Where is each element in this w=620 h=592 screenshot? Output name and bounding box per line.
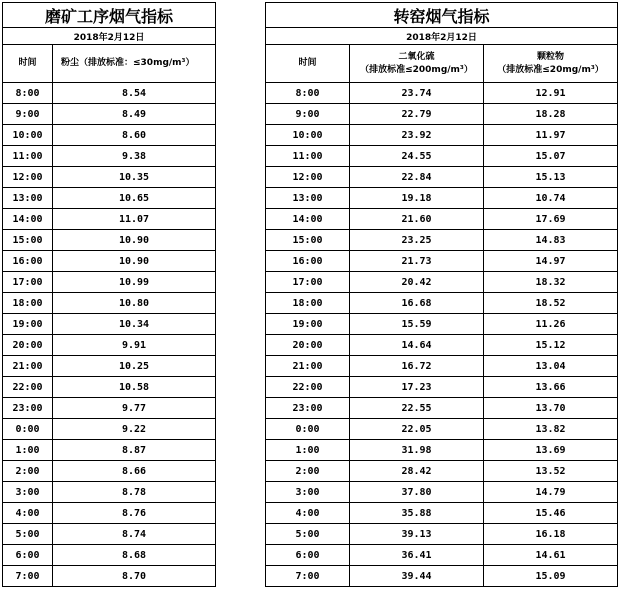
grinding-time-cell: 12:00 (3, 167, 53, 188)
kiln-pm-cell: 13.66 (484, 377, 618, 398)
kiln-pm-cell: 15.13 (484, 167, 618, 188)
kiln-so2-header (350, 45, 484, 83)
kiln-so2-label: 二氧化硫 (398, 51, 435, 62)
kiln-pm-cell: 11.26 (484, 314, 618, 335)
kiln-so2-cell: 35.88 (350, 503, 484, 524)
table-row (3, 167, 216, 188)
table-row (266, 335, 618, 356)
kiln-so2-cell: 21.60 (350, 209, 484, 230)
kiln-pm-cell: 14.61 (484, 545, 618, 566)
kiln-time-cell: 6:00 (266, 545, 350, 566)
grinding-dust-cell: 8.66 (53, 461, 216, 482)
kiln-pm-cell: 13.69 (484, 440, 618, 461)
kiln-so2-cell: 24.55 (350, 146, 484, 167)
grinding-time-cell: 0:00 (3, 419, 53, 440)
table-row (3, 251, 216, 272)
table-row (3, 104, 216, 125)
grinding-time-cell: 19:00 (3, 314, 53, 335)
kiln-time-cell: 18:00 (266, 293, 350, 314)
grinding-time-cell: 17:00 (3, 272, 53, 293)
grinding-dust-cell: 10.65 (53, 188, 216, 209)
kiln-pm-cell: 11.97 (484, 125, 618, 146)
kiln-time-cell: 22:00 (266, 377, 350, 398)
kiln-time-cell: 1:00 (266, 440, 350, 461)
kiln-time-cell: 23:00 (266, 398, 350, 419)
kiln-pm-cell: 13.04 (484, 356, 618, 377)
kiln-time-cell: 8:00 (266, 83, 350, 104)
kiln-time-cell: 3:00 (266, 482, 350, 503)
grinding-time-cell: 5:00 (3, 524, 53, 545)
table-row (266, 524, 618, 545)
kiln-so2-cell: 23.92 (350, 125, 484, 146)
kiln-pm-cell: 16.18 (484, 524, 618, 545)
kiln-pm-cell: 13.70 (484, 398, 618, 419)
table-row (266, 293, 618, 314)
grinding-time-cell: 3:00 (3, 482, 53, 503)
table-row (3, 356, 216, 377)
kiln-pm-cell: 10.74 (484, 188, 618, 209)
grinding-dust-cell: 10.80 (53, 293, 216, 314)
table-row (3, 482, 216, 503)
kiln-pm-cell: 12.91 (484, 83, 618, 104)
grinding-time-cell: 8:00 (3, 83, 53, 104)
table-row (3, 230, 216, 251)
kiln-pm-cell: 14.97 (484, 251, 618, 272)
kiln-pm-cell: 18.52 (484, 293, 618, 314)
table-row (266, 167, 618, 188)
kiln-so2-cell: 15.59 (350, 314, 484, 335)
grinding-time-cell: 10:00 (3, 125, 53, 146)
grinding-dust-cell: 10.90 (53, 230, 216, 251)
kiln-time-cell: 13:00 (266, 188, 350, 209)
table-row (3, 146, 216, 167)
kiln-so2-cell: 21.73 (350, 251, 484, 272)
table-row (266, 482, 618, 503)
kiln-table-title: 转窑烟气指标 (266, 3, 618, 28)
kiln-so2-cell: 31.98 (350, 440, 484, 461)
kiln-time-cell: 5:00 (266, 524, 350, 545)
table-row (266, 377, 618, 398)
kiln-time-cell: 21:00 (266, 356, 350, 377)
grinding-time-cell: 9:00 (3, 104, 53, 125)
grinding-time-header: 时间 (3, 45, 53, 83)
grinding-time-cell: 18:00 (3, 293, 53, 314)
kiln-so2-cell: 20.42 (350, 272, 484, 293)
kiln-so2-cell: 28.42 (350, 461, 484, 482)
grinding-time-cell: 16:00 (3, 251, 53, 272)
table-row (3, 209, 216, 230)
kiln-so2-cell: 23.74 (350, 83, 484, 104)
table-row (266, 419, 618, 440)
grinding-dust-cell: 8.68 (53, 545, 216, 566)
table-row (266, 251, 618, 272)
kiln-table-date: 2018年2月12日 (266, 28, 618, 45)
grinding-dust-cell: 10.25 (53, 356, 216, 377)
grinding-dust-cell: 8.54 (53, 83, 216, 104)
table-row (3, 83, 216, 104)
table-row (266, 503, 618, 524)
table-row (3, 566, 216, 587)
kiln-pm-cell: 13.52 (484, 461, 618, 482)
kiln-time-cell: 11:00 (266, 146, 350, 167)
grinding-time-cell: 22:00 (3, 377, 53, 398)
table-row (3, 188, 216, 209)
kiln-so2-cell: 22.79 (350, 104, 484, 125)
table-row (3, 545, 216, 566)
table-row (266, 209, 618, 230)
kiln-flue-gas-table (265, 2, 618, 587)
kiln-time-cell: 10:00 (266, 125, 350, 146)
table-row (266, 230, 618, 251)
grinding-dust-cell: 9.91 (53, 335, 216, 356)
kiln-time-cell: 17:00 (266, 272, 350, 293)
grinding-dust-cell: 8.74 (53, 524, 216, 545)
kiln-time-cell: 20:00 (266, 335, 350, 356)
grinding-dust-cell: 10.34 (53, 314, 216, 335)
table-row (266, 440, 618, 461)
grinding-time-cell: 21:00 (3, 356, 53, 377)
kiln-pm-cell: 13.82 (484, 419, 618, 440)
kiln-time-cell: 2:00 (266, 461, 350, 482)
kiln-pm-cell: 15.46 (484, 503, 618, 524)
kiln-pm-cell: 14.79 (484, 482, 618, 503)
kiln-so2-cell: 22.84 (350, 167, 484, 188)
grinding-dust-cell: 10.99 (53, 272, 216, 293)
table-row (266, 83, 618, 104)
kiln-pm-cell: 18.28 (484, 104, 618, 125)
table-row (266, 272, 618, 293)
grinding-time-cell: 14:00 (3, 209, 53, 230)
kiln-pm-header (484, 45, 618, 83)
kiln-so2-cell: 39.13 (350, 524, 484, 545)
grinding-dust-cell: 9.22 (53, 419, 216, 440)
grinding-time-cell: 7:00 (3, 566, 53, 587)
kiln-so2-standard: （排放标准≤200mg/m³） (360, 64, 473, 75)
grinding-time-cell: 4:00 (3, 503, 53, 524)
grinding-dust-cell: 8.49 (53, 104, 216, 125)
grinding-dust-cell: 8.60 (53, 125, 216, 146)
grinding-dust-cell: 10.35 (53, 167, 216, 188)
kiln-time-cell: 7:00 (266, 566, 350, 587)
kiln-time-cell: 9:00 (266, 104, 350, 125)
kiln-so2-cell: 14.64 (350, 335, 484, 356)
grinding-time-cell: 20:00 (3, 335, 53, 356)
grinding-time-cell: 13:00 (3, 188, 53, 209)
table-row (266, 314, 618, 335)
table-row (266, 125, 618, 146)
grinding-time-cell: 23:00 (3, 398, 53, 419)
kiln-time-cell: 15:00 (266, 230, 350, 251)
table-row (266, 398, 618, 419)
grinding-dust-cell: 10.58 (53, 377, 216, 398)
grinding-dust-cell: 8.70 (53, 566, 216, 587)
kiln-pm-cell: 14.83 (484, 230, 618, 251)
table-row (3, 125, 216, 146)
kiln-pm-standard: （排放标准≤20mg/m³） (497, 64, 604, 75)
table-row (3, 314, 216, 335)
grinding-dust-cell: 9.77 (53, 398, 216, 419)
grinding-time-cell: 1:00 (3, 440, 53, 461)
kiln-so2-cell: 39.44 (350, 566, 484, 587)
table-row (3, 524, 216, 545)
table-row (3, 272, 216, 293)
table-row (266, 104, 618, 125)
table-row (3, 503, 216, 524)
grinding-dust-cell: 8.78 (53, 482, 216, 503)
kiln-pm-cell: 15.07 (484, 146, 618, 167)
kiln-time-cell: 12:00 (266, 167, 350, 188)
grinding-dust-cell: 8.87 (53, 440, 216, 461)
kiln-so2-cell: 22.55 (350, 398, 484, 419)
kiln-time-cell: 0:00 (266, 419, 350, 440)
kiln-time-header: 时间 (266, 45, 350, 83)
grinding-time-cell: 15:00 (3, 230, 53, 251)
grinding-table-title: 磨矿工序烟气指标 (3, 3, 216, 28)
grinding-dust-cell: 10.90 (53, 251, 216, 272)
table-row (266, 566, 618, 587)
kiln-pm-label: 颗粒物 (537, 51, 565, 62)
kiln-so2-cell: 16.72 (350, 356, 484, 377)
kiln-time-cell: 16:00 (266, 251, 350, 272)
kiln-pm-cell: 15.09 (484, 566, 618, 587)
grinding-dust-cell: 8.76 (53, 503, 216, 524)
table-row (3, 461, 216, 482)
table-row (266, 146, 618, 167)
grinding-dust-header: 粉尘（排放标准：≤30mg/m³） (53, 45, 216, 83)
kiln-so2-cell: 23.25 (350, 230, 484, 251)
table-row (266, 461, 618, 482)
kiln-pm-cell: 15.12 (484, 335, 618, 356)
kiln-so2-cell: 37.80 (350, 482, 484, 503)
grinding-time-cell: 11:00 (3, 146, 53, 167)
table-row (266, 188, 618, 209)
kiln-so2-cell: 22.05 (350, 419, 484, 440)
table-row (266, 356, 618, 377)
table-row (3, 398, 216, 419)
kiln-so2-cell: 19.18 (350, 188, 484, 209)
grinding-flue-gas-table (2, 2, 216, 587)
kiln-time-cell: 4:00 (266, 503, 350, 524)
kiln-pm-cell: 18.32 (484, 272, 618, 293)
table-row (266, 545, 618, 566)
kiln-so2-cell: 17.23 (350, 377, 484, 398)
kiln-so2-cell: 16.68 (350, 293, 484, 314)
kiln-pm-cell: 17.69 (484, 209, 618, 230)
grinding-dust-cell: 9.38 (53, 146, 216, 167)
grinding-table-date: 2018年2月12日 (3, 28, 216, 45)
table-row (3, 419, 216, 440)
table-row (3, 440, 216, 461)
kiln-time-cell: 14:00 (266, 209, 350, 230)
grinding-time-cell: 2:00 (3, 461, 53, 482)
table-row (3, 293, 216, 314)
grinding-time-cell: 6:00 (3, 545, 53, 566)
table-row (3, 377, 216, 398)
table-row (3, 335, 216, 356)
kiln-so2-cell: 36.41 (350, 545, 484, 566)
grinding-dust-cell: 11.07 (53, 209, 216, 230)
kiln-time-cell: 19:00 (266, 314, 350, 335)
